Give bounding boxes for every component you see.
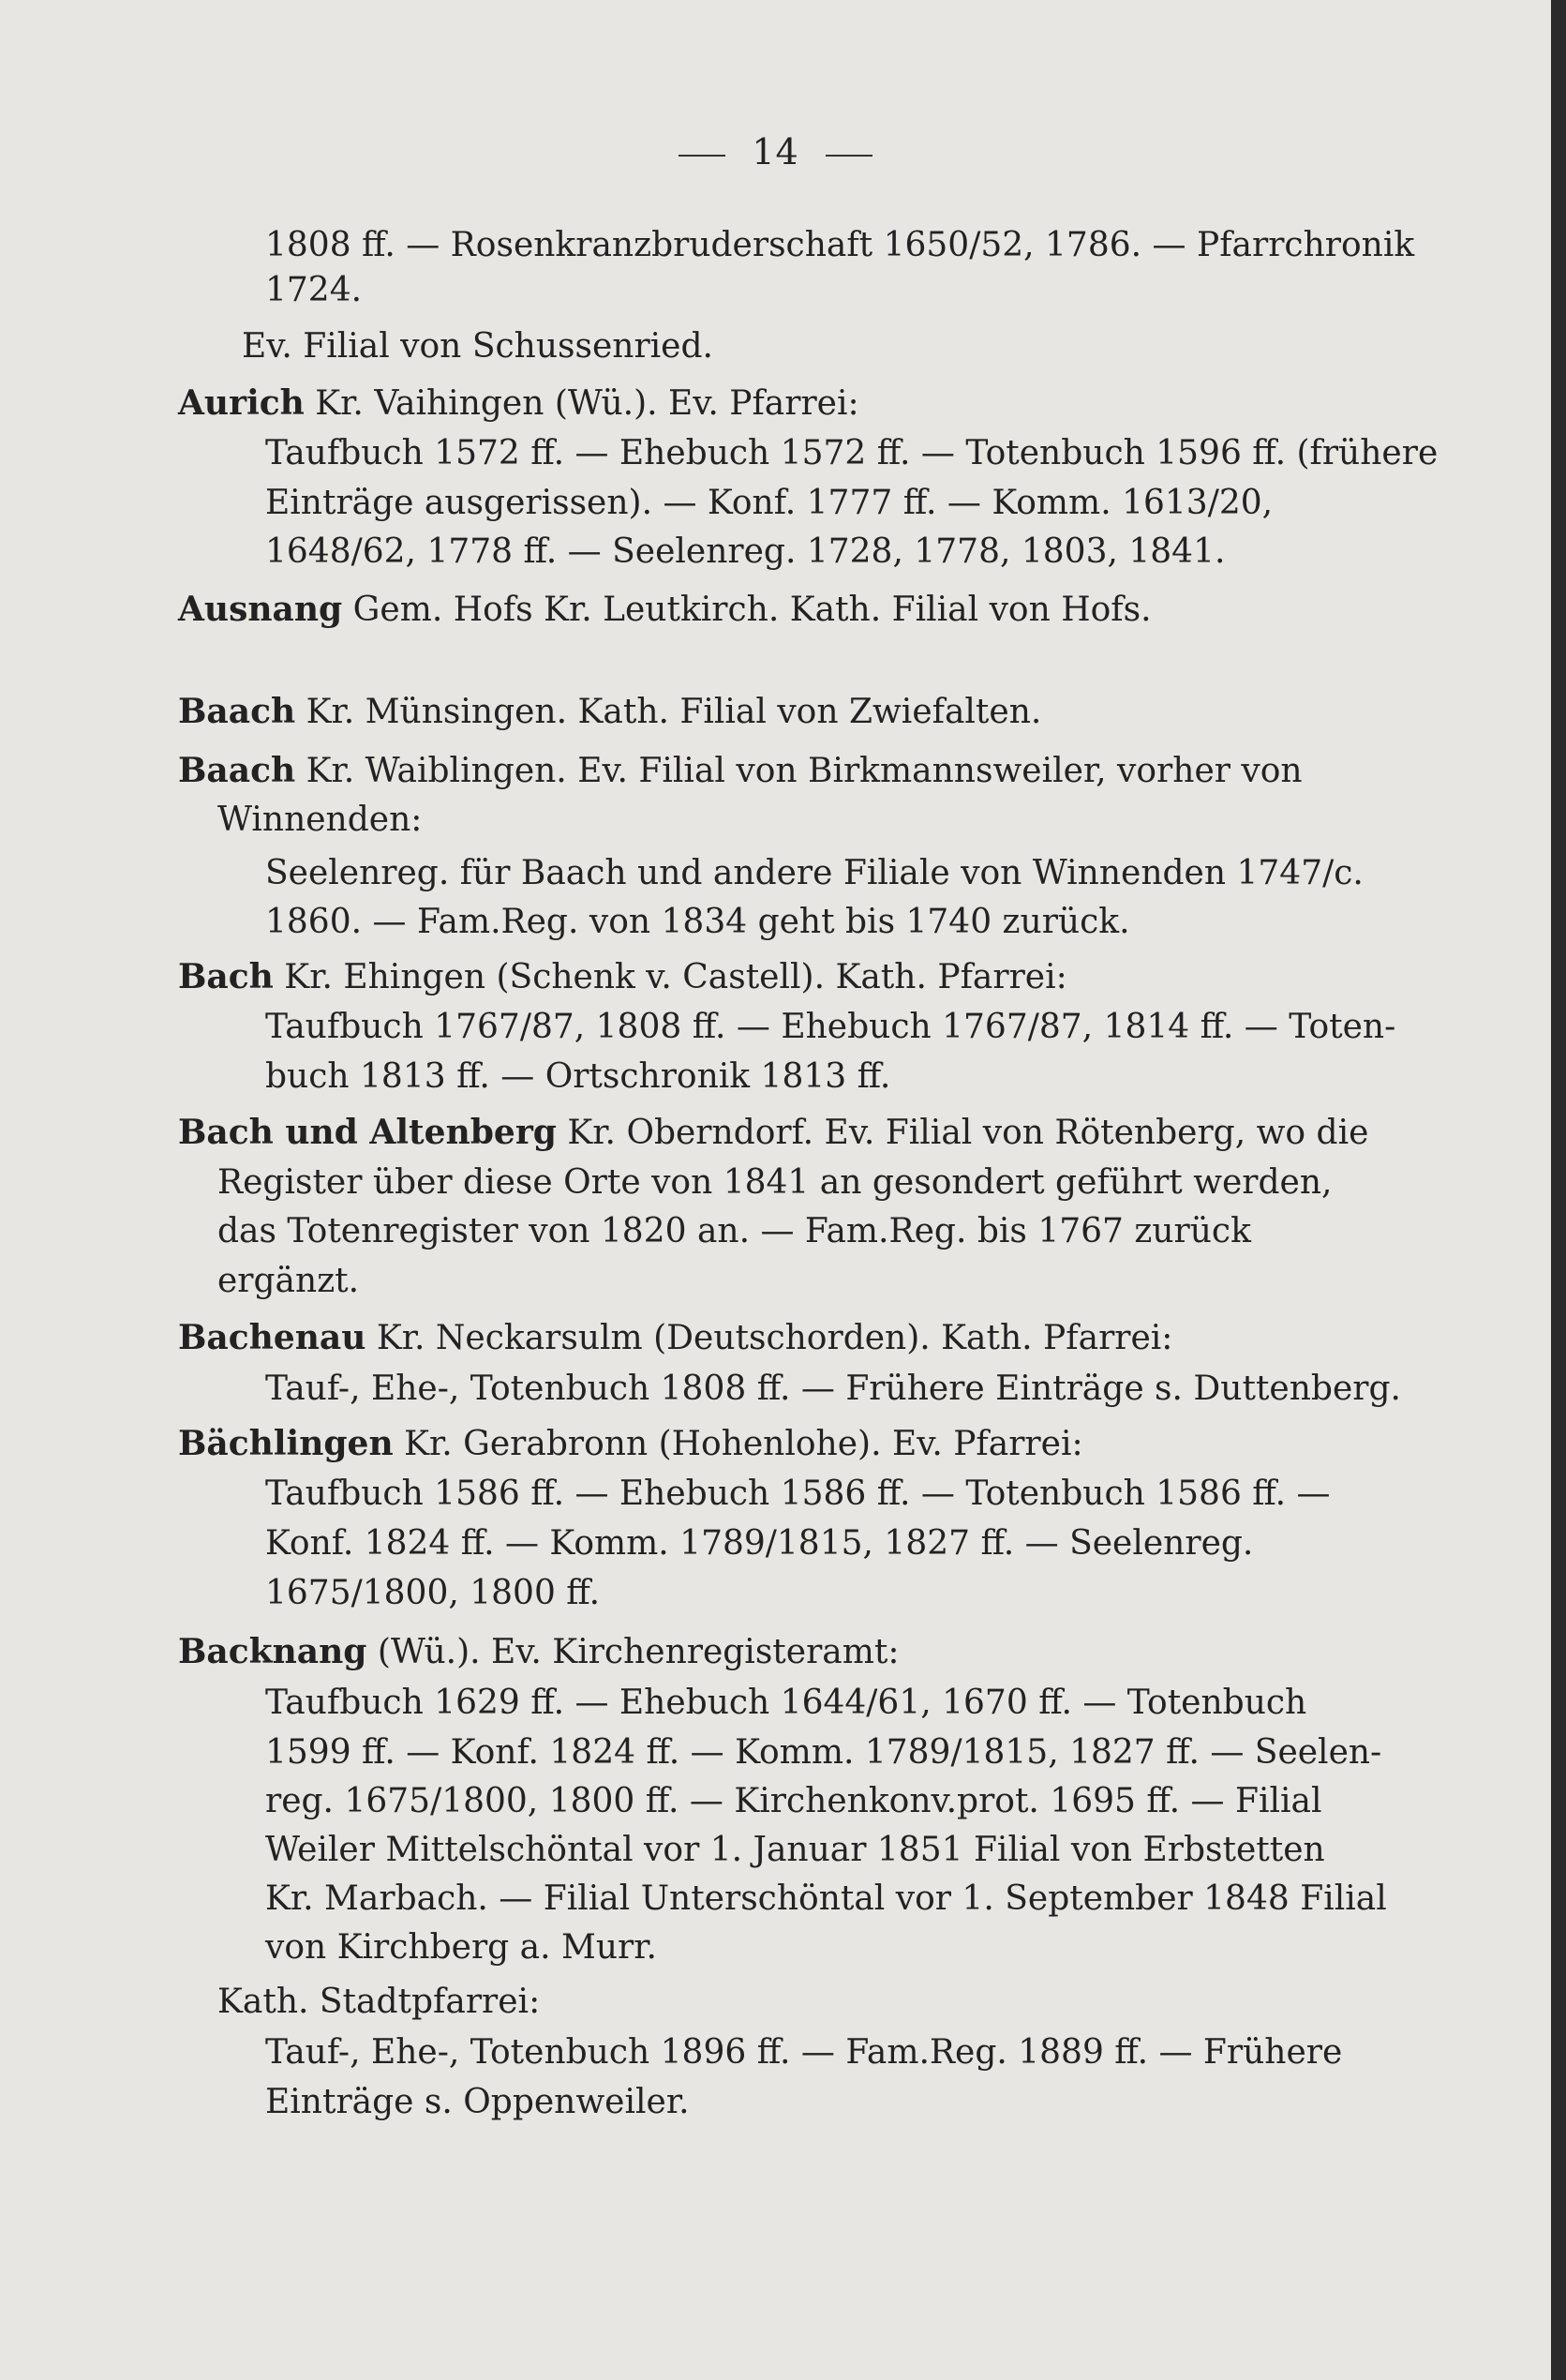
text-line	[265, 1732, 1381, 1774]
text-line	[265, 853, 1364, 894]
text-line	[217, 1162, 1333, 1204]
entry-text: Kr. Neckarsulm (Deutschorden). Kath. Pfarrei:	[365, 1319, 1173, 1357]
entry-text: 1860. — Fam.Reg. von 1834 geht bis 1740 zurück.	[265, 903, 1130, 941]
entry-text: von Kirchberg a. Murr.	[265, 1928, 657, 1967]
entry-headword: Bach und Altenberg	[178, 1113, 557, 1152]
text-line	[265, 1927, 657, 1968]
entry-line	[178, 1112, 1368, 1154]
entry-line	[178, 956, 1067, 998]
text-line	[265, 531, 1225, 573]
entry-text: das Totenregister von 1820 an. — Fam.Reg. bis 1767 zurück	[217, 1212, 1251, 1250]
entry-text: buch 1813 ff. — Ortschronik 1813 ff.	[265, 1057, 891, 1096]
text-line	[265, 1523, 1253, 1564]
text-line	[265, 483, 1273, 524]
text-line	[265, 1007, 1395, 1048]
text-line	[265, 433, 1438, 474]
entry-text: Tauf-, Ehe-, Totenbuch 1896 ff. — Fam.Reg. 1889 ff. — Frühere	[265, 2033, 1343, 2072]
entry-line	[178, 1423, 1083, 1465]
text-line	[217, 1211, 1251, 1252]
text-line	[265, 1781, 1321, 1822]
entry-text: Einträge s. Oppenweiler.	[265, 2083, 690, 2121]
text-line	[217, 800, 422, 841]
text-line	[265, 2032, 1342, 2073]
text-line	[265, 2082, 690, 2123]
text-line	[217, 1261, 359, 1302]
entry-text: ergänzt.	[217, 1262, 360, 1300]
text-line	[265, 1683, 1306, 1724]
entry-headword: Baach	[178, 692, 296, 731]
entry-text: Kr. Waiblingen. Ev. Filial von Birkmannsweiler, vorher von	[295, 752, 1303, 790]
entry-text: Weiler Mittelschöntal vor 1. Januar 1851 Filial von Erbstetten	[265, 1831, 1325, 1869]
entry-text: Kr. Münsingen. Kath. Filial von Zwiefalten.	[295, 693, 1042, 731]
entry-line	[178, 691, 1041, 733]
entry-line	[178, 382, 859, 425]
entry-line	[178, 1317, 1172, 1359]
entry-text: 1648/62, 1778 ff. — Seelenreg. 1728, 1778, 1803, 1841.	[265, 532, 1226, 571]
entry-text: Konf. 1824 ff. — Komm. 1789/1815, 1827 ff. — Seelenreg.	[265, 1524, 1254, 1563]
entry-text: (Wü.). Ev. Kirchenregisteramt:	[366, 1633, 900, 1671]
entry-text: Gem. Hofs Kr. Leutkirch. Kath. Filial von Hofs.	[342, 591, 1152, 629]
entry-headword: Ausnang	[178, 590, 343, 629]
text-line	[242, 326, 713, 367]
text-line	[265, 1474, 1330, 1515]
entry-text: Tauf-, Ehe-, Totenbuch 1808 ff. — Frühere Einträge s. Duttenberg.	[265, 1370, 1401, 1408]
text-line	[265, 1879, 1387, 1920]
header-dash-left	[679, 155, 725, 157]
entry-text: Winnenden:	[217, 801, 423, 839]
entry-headword: Bächlingen	[178, 1424, 394, 1463]
entry-text: Seelenreg. für Baach und andere Filiale von Winnenden 1747/c.	[265, 854, 1364, 892]
entry-text: Taufbuch 1586 ff. — Ehebuch 1586 ff. — Totenbuch 1586 ff. —	[265, 1474, 1331, 1513]
entry-text: Taufbuch 1767/87, 1808 ff. — Ehebuch 1767/87, 1814 ff. — Toten-	[265, 1008, 1396, 1046]
entry-line	[178, 589, 1152, 631]
entry-headword: Backnang	[178, 1632, 367, 1671]
entry-text: Einträge ausgerissen). — Konf. 1777 ff. — Komm. 1613/20,	[265, 484, 1274, 522]
entry-text: Kr. Marbach. — Filial Unterschöntal vor 1. September 1848 Filial	[265, 1879, 1387, 1918]
text-line	[265, 1369, 1401, 1410]
entry-text: Kr. Oberndorf. Ev. Filial von Rötenberg, wo die	[556, 1114, 1369, 1152]
entry-text: Kr. Ehingen (Schenk v. Castell). Kath. Pfarrei:	[273, 958, 1067, 996]
entry-text: Kr. Gerabronn (Hohenlohe). Ev. Pfarrei:	[393, 1425, 1083, 1463]
text-line	[265, 1573, 600, 1614]
entry-text: Register über diese Orte von 1841 an gesondert geführt werden,	[217, 1163, 1333, 1202]
entry-headword: Bachenau	[178, 1318, 366, 1357]
scan-edge	[1551, 0, 1566, 2380]
entry-line	[178, 1631, 899, 1673]
entry-text: Kath. Stadtpfarrei:	[217, 1983, 541, 2021]
text-line	[265, 225, 1414, 266]
text-line	[265, 902, 1130, 943]
entry-text: Kr. Vaihingen (Wü.). Ev. Pfarrei:	[304, 384, 859, 423]
entry-headword: Baach	[178, 751, 296, 790]
header-dash-right	[826, 155, 872, 157]
entry-headword: Aurich	[178, 383, 305, 423]
page-header	[0, 131, 1551, 172]
entry-text: 1808 ff. — Rosenkranzbruderschaft 1650/52, 1786. — Pfarrchronik	[265, 226, 1415, 264]
page-number: 14	[752, 131, 799, 172]
entry-headword: Bach	[178, 957, 274, 996]
text-line	[265, 1056, 890, 1098]
entry-text: 1724.	[265, 271, 363, 309]
entry-text: Taufbuch 1629 ff. — Ehebuch 1644/61, 1670 ff. — Totenbuch	[265, 1684, 1307, 1722]
entry-text: 1675/1800, 1800 ff.	[265, 1574, 601, 1612]
entry-text: reg. 1675/1800, 1800 ff. — Kirchenkonv.prot. 1695 ff. — Filial	[265, 1782, 1322, 1820]
text-line	[265, 1830, 1325, 1871]
entry-text: Ev. Filial von Schussenried.	[242, 327, 713, 366]
text-line	[217, 1982, 540, 2023]
entry-text: Taufbuch 1572 ff. — Ehebuch 1572 ff. — Totenbuch 1596 ff. (frühere	[265, 434, 1439, 472]
text-line	[265, 270, 362, 311]
entry-text: 1599 ff. — Konf. 1824 ff. — Komm. 1789/1815, 1827 ff. — Seelen-	[265, 1733, 1382, 1772]
entry-line	[178, 750, 1303, 792]
